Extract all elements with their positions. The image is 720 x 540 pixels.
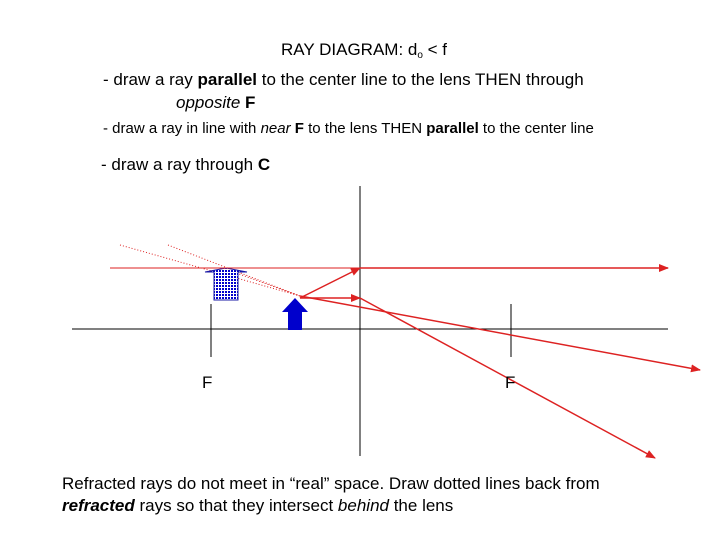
title-subscript: o [417,50,423,61]
text-run: Refracted rays do not meet in “real” space. Draw dotted lines back from [62,474,600,493]
text-run: behind [337,496,389,515]
text-run: - draw a ray through [101,155,258,174]
virtual-image-arrow [205,268,247,300]
focal-label-left: F [202,373,213,392]
text-run: the lens [388,496,454,515]
text-run: rays so that they intersect [134,496,338,515]
note-line1 [62,474,600,494]
text-run: opposite [176,93,241,112]
text-run: - draw a ray in line with [103,120,261,137]
text-run: F [245,93,256,112]
incident-focal-ray [300,268,360,298]
text-run: to the lens THEN [303,120,427,137]
text-run: parallel [426,120,479,137]
title-main: RAY DIAGRAM: d [281,40,418,59]
focal-label-right: F [505,373,516,392]
text-run: F [294,120,304,137]
text-run: to the center line [478,120,594,137]
text-run: refracted [62,496,135,515]
object-arrow [282,298,308,330]
text-run: to the center line to the lens THEN through [257,70,584,89]
note-line2 [62,496,453,516]
text-run: C [257,155,271,174]
virtual-extension-3 [228,270,300,296]
virtual-extension-1 [120,245,300,296]
text-run: parallel [197,70,258,89]
text-run: near [260,120,291,137]
text-run: - draw a ray [103,70,198,89]
title-tail: < f [422,40,448,59]
